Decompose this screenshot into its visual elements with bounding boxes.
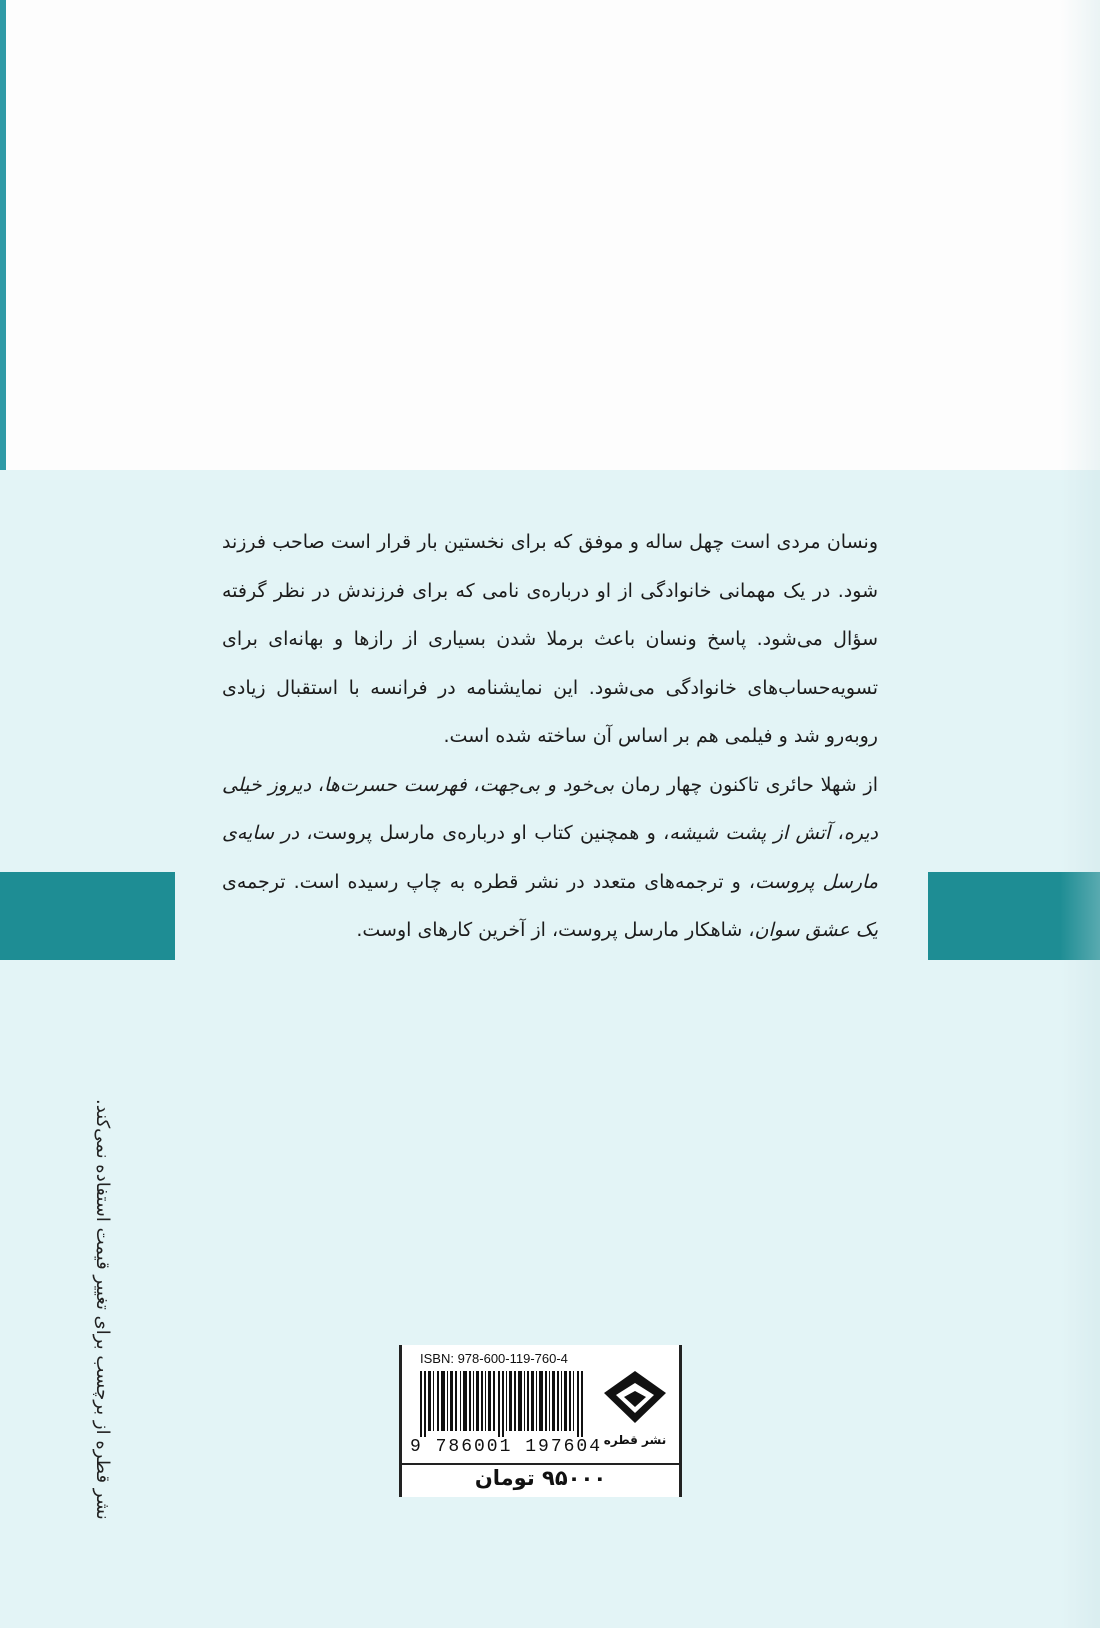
description-text: از شهلا حائری تاکنون چهار رمان	[614, 773, 878, 796]
cover-left-edge	[0, 0, 6, 470]
isbn-label: ISBN: 978-600-119-760-4	[420, 1351, 568, 1366]
price-label-notice: نشر قطره از برچسب برای تغییر قیمت استفاده نمی‌کند.	[92, 1099, 113, 1520]
price-divider	[402, 1463, 679, 1465]
book-title: فهرست حسرت‌ها	[324, 773, 467, 796]
barcode-digits: 9 786001 197604	[410, 1437, 603, 1457]
description-text: ، شاهکار مارسل پروست، از آخرین کارهای اوست.	[356, 919, 755, 941]
price-label: ۹۵۰۰۰ تومان	[474, 1466, 607, 1490]
publisher-logo-label: نشر قطره	[603, 1433, 667, 1447]
book-title: آتش از پشت شیشه	[669, 822, 831, 844]
cover-top-area	[0, 0, 1100, 470]
description-text: ، و ترجمه‌های متعدد در نشر قطره به چاپ رسیده است. ترجمه‌ی	[222, 870, 755, 893]
cover-band-left	[0, 872, 175, 960]
book-title: یک عشق سوان	[754, 919, 878, 941]
description-paragraph-1: ونسان مردی است چهل ساله و موفق که برای نخستین بار قرار است صاحب فرزند شود. در یک مهمانی خانوادگی از او درباره‌ی نامی که برای فرزندش در نظر گرفته سؤال می‌شود. پاسخ ونسان باعث برملا شدن بسیاری از رازها و بهانه‌ای برای تسویه‌حساب‌های خانوادگی می‌شود. این نمایشنامه در فرانسه با استقبال زیادی روبه‌رو شد و فیلمی هم بر اساس آن ساخته شده است.	[222, 531, 878, 747]
cover-spine-shade	[1060, 0, 1100, 1628]
book-title: دیروز خیلی دیره	[222, 773, 879, 844]
barcode-icon	[420, 1371, 585, 1437]
book-description	[222, 518, 878, 955]
description-text: ،	[830, 822, 844, 844]
book-title: بی‌خود و بی‌جهت	[479, 773, 615, 796]
description-text: ،	[466, 773, 480, 796]
barcode-block	[399, 1345, 682, 1497]
publisher-logo-icon	[602, 1369, 668, 1425]
description-paragraph-2	[222, 761, 878, 955]
description-text: ،	[311, 773, 325, 796]
description-text: ، و همچنین کتاب او درباره‌ی مارسل پروست،	[299, 822, 670, 844]
book-title: در سایه‌ی مارسل پروست	[222, 822, 878, 893]
